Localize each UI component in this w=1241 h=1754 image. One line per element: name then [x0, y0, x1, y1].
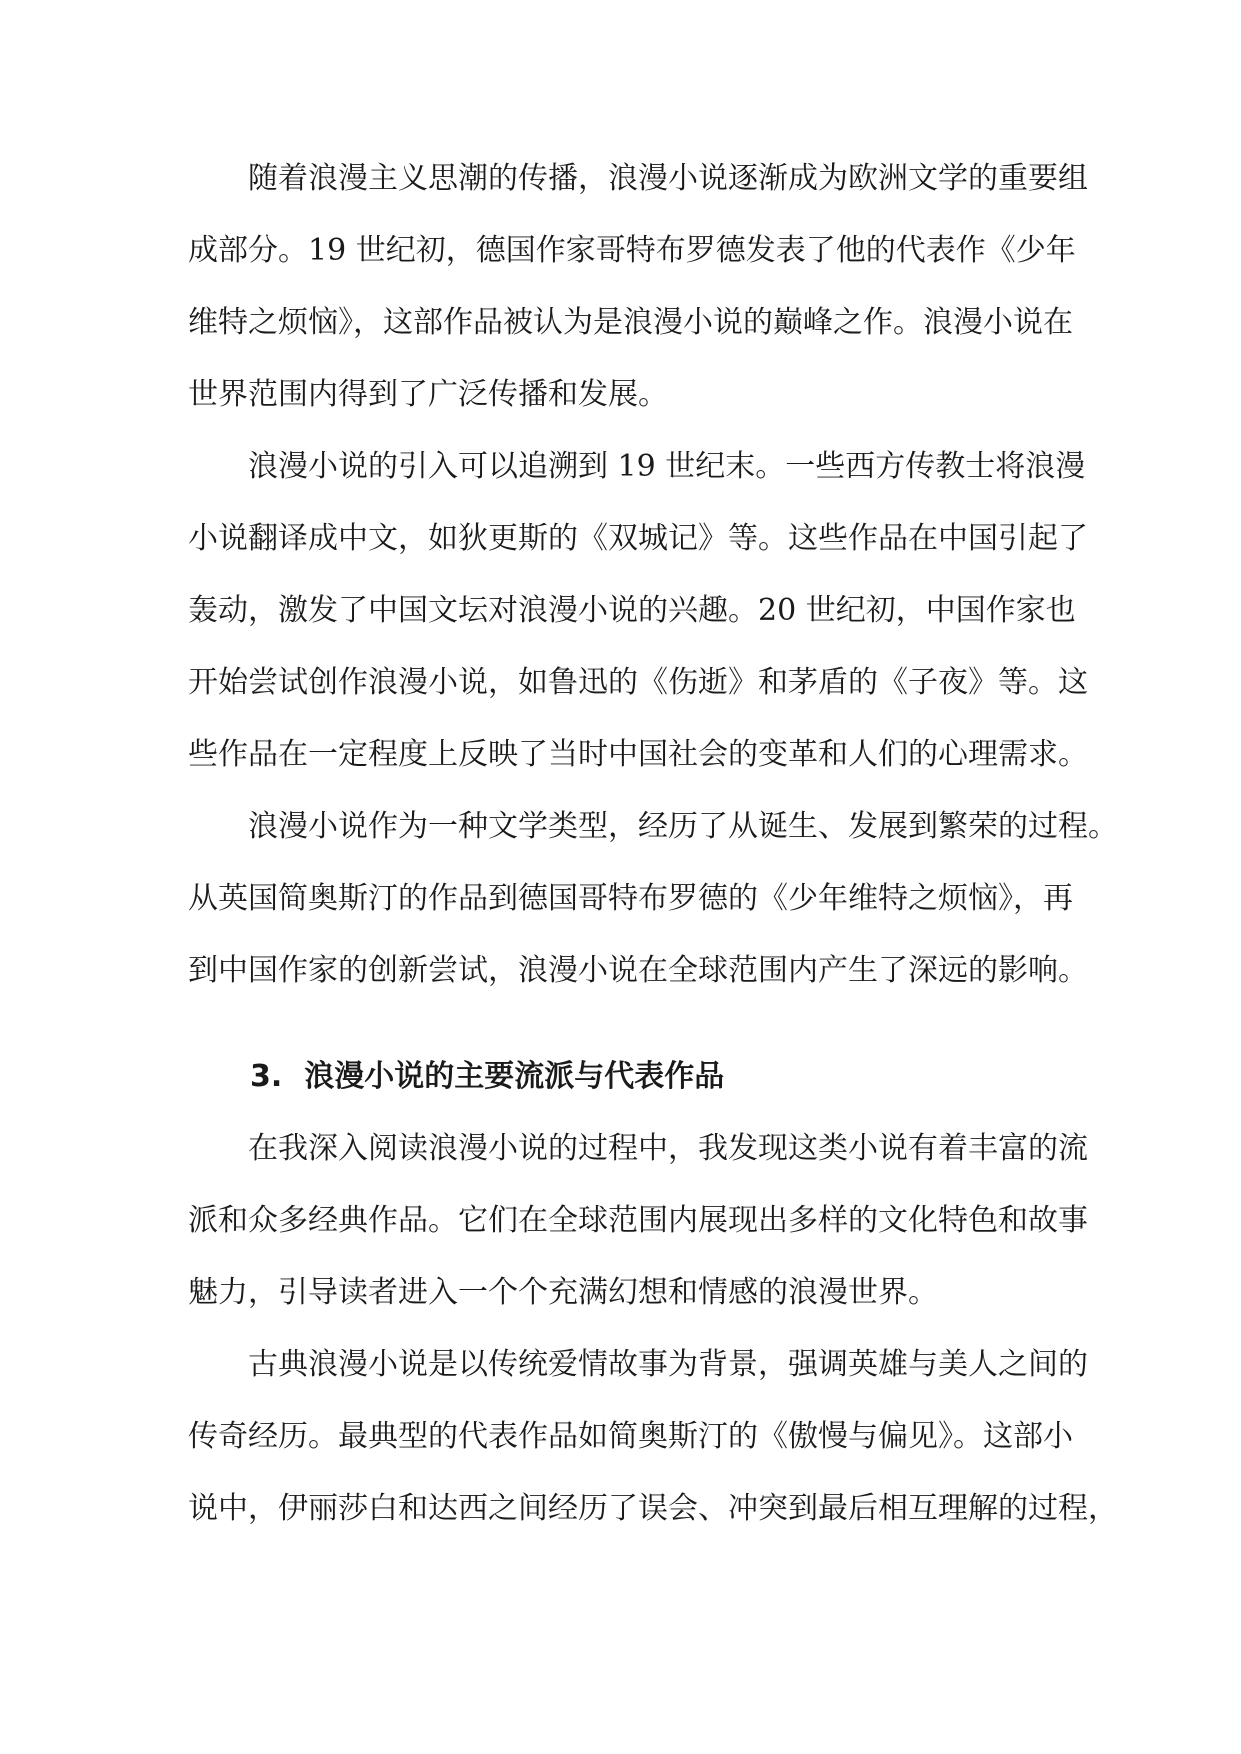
section-intro-paragraphs [188, 143, 1118, 1007]
section-title: 浪漫小说的主要流派与代表作品 [304, 1059, 725, 1094]
paragraph-line: 轰动，激发了中国文坛对浪漫小说的兴趣。20 世纪初，中国作家也 [188, 593, 1076, 628]
paragraph-genres-overview [188, 1113, 1088, 1329]
paragraph-line: 小说翻译成中文，如狄更斯的《双城记》等。这些作品在中国引起了 [188, 521, 1088, 556]
paragraph-line: 开始尝试创作浪漫小说，如鲁迅的《伤逝》和茅盾的《子夜》等。这 [188, 665, 1088, 700]
paragraph-classical-romance [188, 1329, 1118, 1545]
paragraph-european-spread [188, 143, 1088, 431]
section-heading [188, 1041, 1058, 1113]
paragraph-line: 传奇经历。最典型的代表作品如简奥斯汀的《傲慢与偏见》。这部小 [188, 1419, 1073, 1454]
paragraph-development-summary [188, 791, 1118, 1007]
paragraph-line: 从英国简奥斯汀的作品到德国哥特布罗德的《少年维特之烦恼》，再 [188, 881, 1073, 916]
document-body [188, 143, 1118, 1545]
section-number: 3. [250, 1059, 283, 1094]
paragraph-line: 古典浪漫小说是以传统爱情故事为背景，强调英雄与美人之间的 [248, 1347, 1088, 1382]
paragraph-line: 在我深入阅读浪漫小说的过程中，我发现这类小说有着丰富的流 [248, 1131, 1088, 1166]
paragraph-line: 魅力，引导读者进入一个个充满幻想和情感的浪漫世界。 [188, 1275, 938, 1310]
section-genres-paragraphs [188, 1113, 1118, 1545]
paragraph-line: 派和众多经典作品。它们在全球范围内展现出多样的文化特色和故事 [188, 1203, 1088, 1238]
paragraph-line: 维特之烦恼》，这部作品被认为是浪漫小说的巅峰之作。浪漫小说在 [188, 305, 1073, 340]
paragraph-line: 浪漫小说的引入可以追溯到 19 世纪末。一些西方传教士将浪漫 [248, 449, 1086, 484]
paragraph-line: 世界范围内得到了广泛传播和发展。 [188, 377, 668, 412]
paragraph-line: 成部分。19 世纪初，德国作家哥特布罗德发表了他的代表作《少年 [188, 233, 1076, 268]
paragraph-line: 到中国作家的创新尝试，浪漫小说在全球范围内产生了深远的影响。 [188, 953, 1088, 988]
paragraph-line: 说中，伊丽莎白和达西之间经历了误会、冲突到最后相互理解的过程， [188, 1491, 1118, 1526]
paragraph-line: 些作品在一定程度上反映了当时中国社会的变革和人们的心理需求。 [188, 737, 1088, 772]
paragraph-line: 随着浪漫主义思潮的传播，浪漫小说逐渐成为欧洲文学的重要组 [248, 161, 1088, 196]
paragraph-line: 浪漫小说作为一种文学类型，经历了从诞生、发展到繁荣的过程。 [248, 809, 1118, 844]
paragraph-introduction-to-china [188, 431, 1088, 791]
